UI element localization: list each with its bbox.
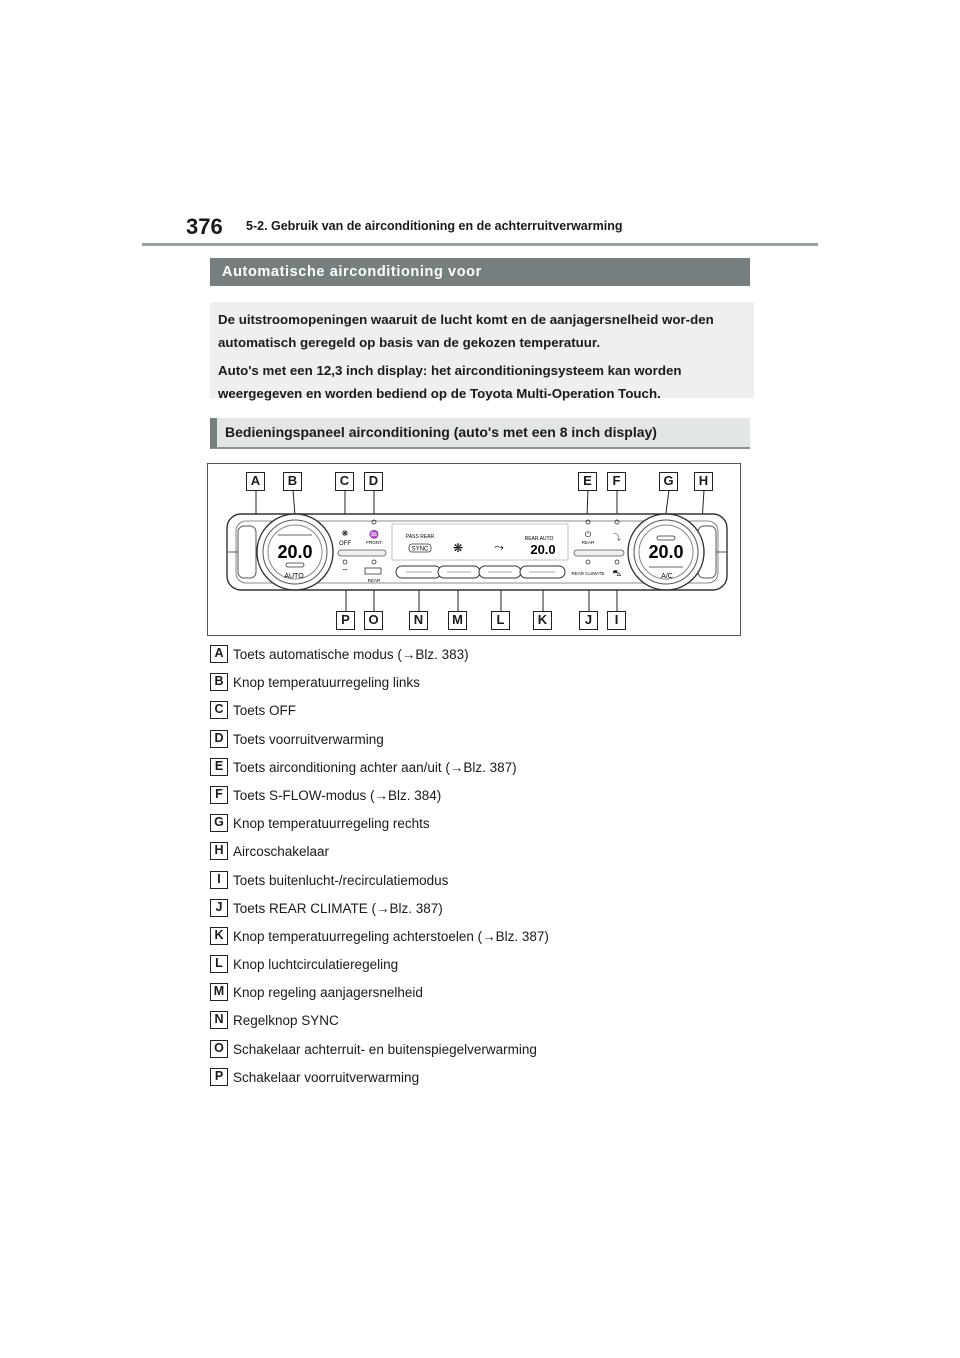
left-temperature-display: 20.0: [277, 542, 313, 562]
legend-letter: D: [210, 730, 228, 748]
rear-climate-label: REAR CLIMATE: [571, 571, 605, 576]
legend-text: Toets voorruitverwarming: [233, 731, 384, 747]
front-label: FRONT: [366, 540, 382, 545]
sync-label: SYNC: [411, 546, 429, 553]
fan-icon: ❋: [341, 529, 349, 538]
legend-text: Schakelaar achterruit- en buitenspiegelverwarming: [233, 1041, 537, 1057]
legend-text: Knop regeling aanjagersnelheid: [233, 985, 423, 1001]
legend-item: [210, 953, 750, 981]
legend-item: [210, 671, 750, 699]
legend-item: [210, 925, 750, 953]
auto-label: AUTO: [284, 573, 304, 580]
callout-a: A: [246, 472, 265, 491]
rear-label-left: REAR: [367, 578, 381, 583]
intro-paragraph: De uitstroomopeningen waaruit de lucht komt en de aanjagersnelheid wor-den automatisch geregeld op basis van de gekozen temperatuur.: [218, 312, 714, 350]
legend-text: Toets automatische modus (→Blz. 383): [233, 647, 469, 662]
legend-letter: O: [210, 1040, 228, 1058]
intro-paragraph: Auto's met een 12,3 inch display: het airconditioningsysteem kan worden weergegeven en worden bediend op de Toyota Multi-Operation Touch.: [218, 363, 682, 401]
rear-label-right: REAR: [581, 540, 595, 545]
callout-o: O: [364, 611, 383, 630]
header-rule: [142, 243, 818, 246]
legend-text: Toets S-FLOW-modus (→Blz. 384): [233, 787, 442, 803]
callout-p: P: [336, 611, 355, 630]
callout-e: E: [578, 472, 597, 491]
legend-letter: M: [210, 983, 228, 1001]
s-flow-icon: ⤵: [613, 533, 621, 542]
pass-rear-label: PASS REAR: [405, 534, 435, 540]
legend-letter: B: [210, 673, 228, 691]
subsection-heading: Bedieningspaneel airconditioning (auto's met een 8 inch display): [210, 418, 750, 449]
callout-c: C: [335, 472, 354, 491]
callout-g: G: [659, 472, 678, 491]
legend-letter: A: [210, 645, 228, 663]
callout-h: H: [694, 472, 713, 491]
legend-item: [210, 812, 750, 840]
legend-item: [210, 699, 750, 727]
legend-text: Schakelaar voorruitverwarming: [233, 1069, 420, 1085]
callout-m: M: [448, 611, 467, 630]
legend-letter: E: [210, 758, 228, 776]
power-icon: ⏻: [584, 530, 592, 539]
legend-item: [210, 728, 750, 756]
legend-item: [210, 897, 750, 925]
legend-text: Knop temperatuurregeling achterstoelen (→Blz. 387): [233, 928, 549, 944]
airflow-icon: ⤳: [494, 540, 504, 554]
legend-item: [210, 1038, 750, 1066]
legend-text: Aircoschakelaar: [233, 844, 330, 860]
legend-letter: G: [210, 814, 228, 832]
legend-letter: H: [210, 842, 228, 860]
section-banner: Automatische airconditioning voor: [210, 258, 750, 286]
legend-letter: I: [210, 871, 228, 889]
legend-letter: N: [210, 1011, 228, 1029]
legend-item: [210, 1066, 750, 1094]
callout-f: F: [607, 472, 626, 491]
ac-label: A/C: [661, 573, 673, 580]
windshield-icon: ⌔: [341, 567, 349, 576]
legend-item: [210, 869, 750, 897]
rear-auto-label: REAR AUTO: [524, 536, 554, 542]
page-number: 376: [186, 214, 223, 239]
control-panel-figure: [207, 463, 741, 636]
legend-list: [210, 643, 750, 1094]
callout-n: N: [409, 611, 428, 630]
legend-text: Toets OFF: [233, 703, 297, 719]
running-header: 5-2. Gebruik van de airconditioning en de achterruitverwarming: [246, 219, 623, 233]
callout-j: J: [579, 611, 598, 630]
intro-box: [210, 302, 754, 401]
callout-i: I: [607, 611, 626, 630]
legend-letter: C: [210, 701, 228, 719]
legend-letter: P: [210, 1068, 228, 1086]
legend-text: Knop temperatuurregeling rechts: [233, 816, 430, 832]
legend-letter: K: [210, 927, 228, 945]
legend-text: Toets airconditioning achter aan/uit (→Blz. 387): [233, 759, 517, 775]
legend-text: Toets REAR CLIMATE (→Blz. 387): [233, 900, 443, 916]
legend-letter: J: [210, 899, 228, 917]
legend-item: [210, 643, 750, 671]
legend-text: Regelknop SYNC: [233, 1013, 339, 1029]
callout-d: D: [364, 472, 383, 491]
legend-item: [210, 840, 750, 868]
right-temperature-display: 20.0: [648, 542, 684, 562]
callout-k: K: [533, 611, 552, 630]
legend-item: [210, 981, 750, 1009]
legend-letter: F: [210, 786, 228, 804]
callout-b: B: [283, 472, 302, 491]
front-defrost-icon: ♒: [369, 530, 379, 539]
legend-text: Toets buitenlucht-/recirculatiemodus: [233, 872, 449, 888]
legend-letter: L: [210, 955, 228, 973]
legend-text: Knop temperatuurregeling links: [233, 675, 420, 691]
recirculation-icon: ⛍: [612, 568, 622, 578]
off-label: OFF: [339, 541, 351, 547]
seat-fan-icon: ❋: [452, 541, 464, 555]
legend-item: [210, 756, 750, 784]
rear-temperature-display: 20.0: [530, 542, 556, 557]
callout-l: L: [491, 611, 510, 630]
legend-text: Knop luchtcirculatieregeling: [233, 957, 399, 973]
legend-item: [210, 1009, 750, 1037]
legend-item: [210, 784, 750, 812]
